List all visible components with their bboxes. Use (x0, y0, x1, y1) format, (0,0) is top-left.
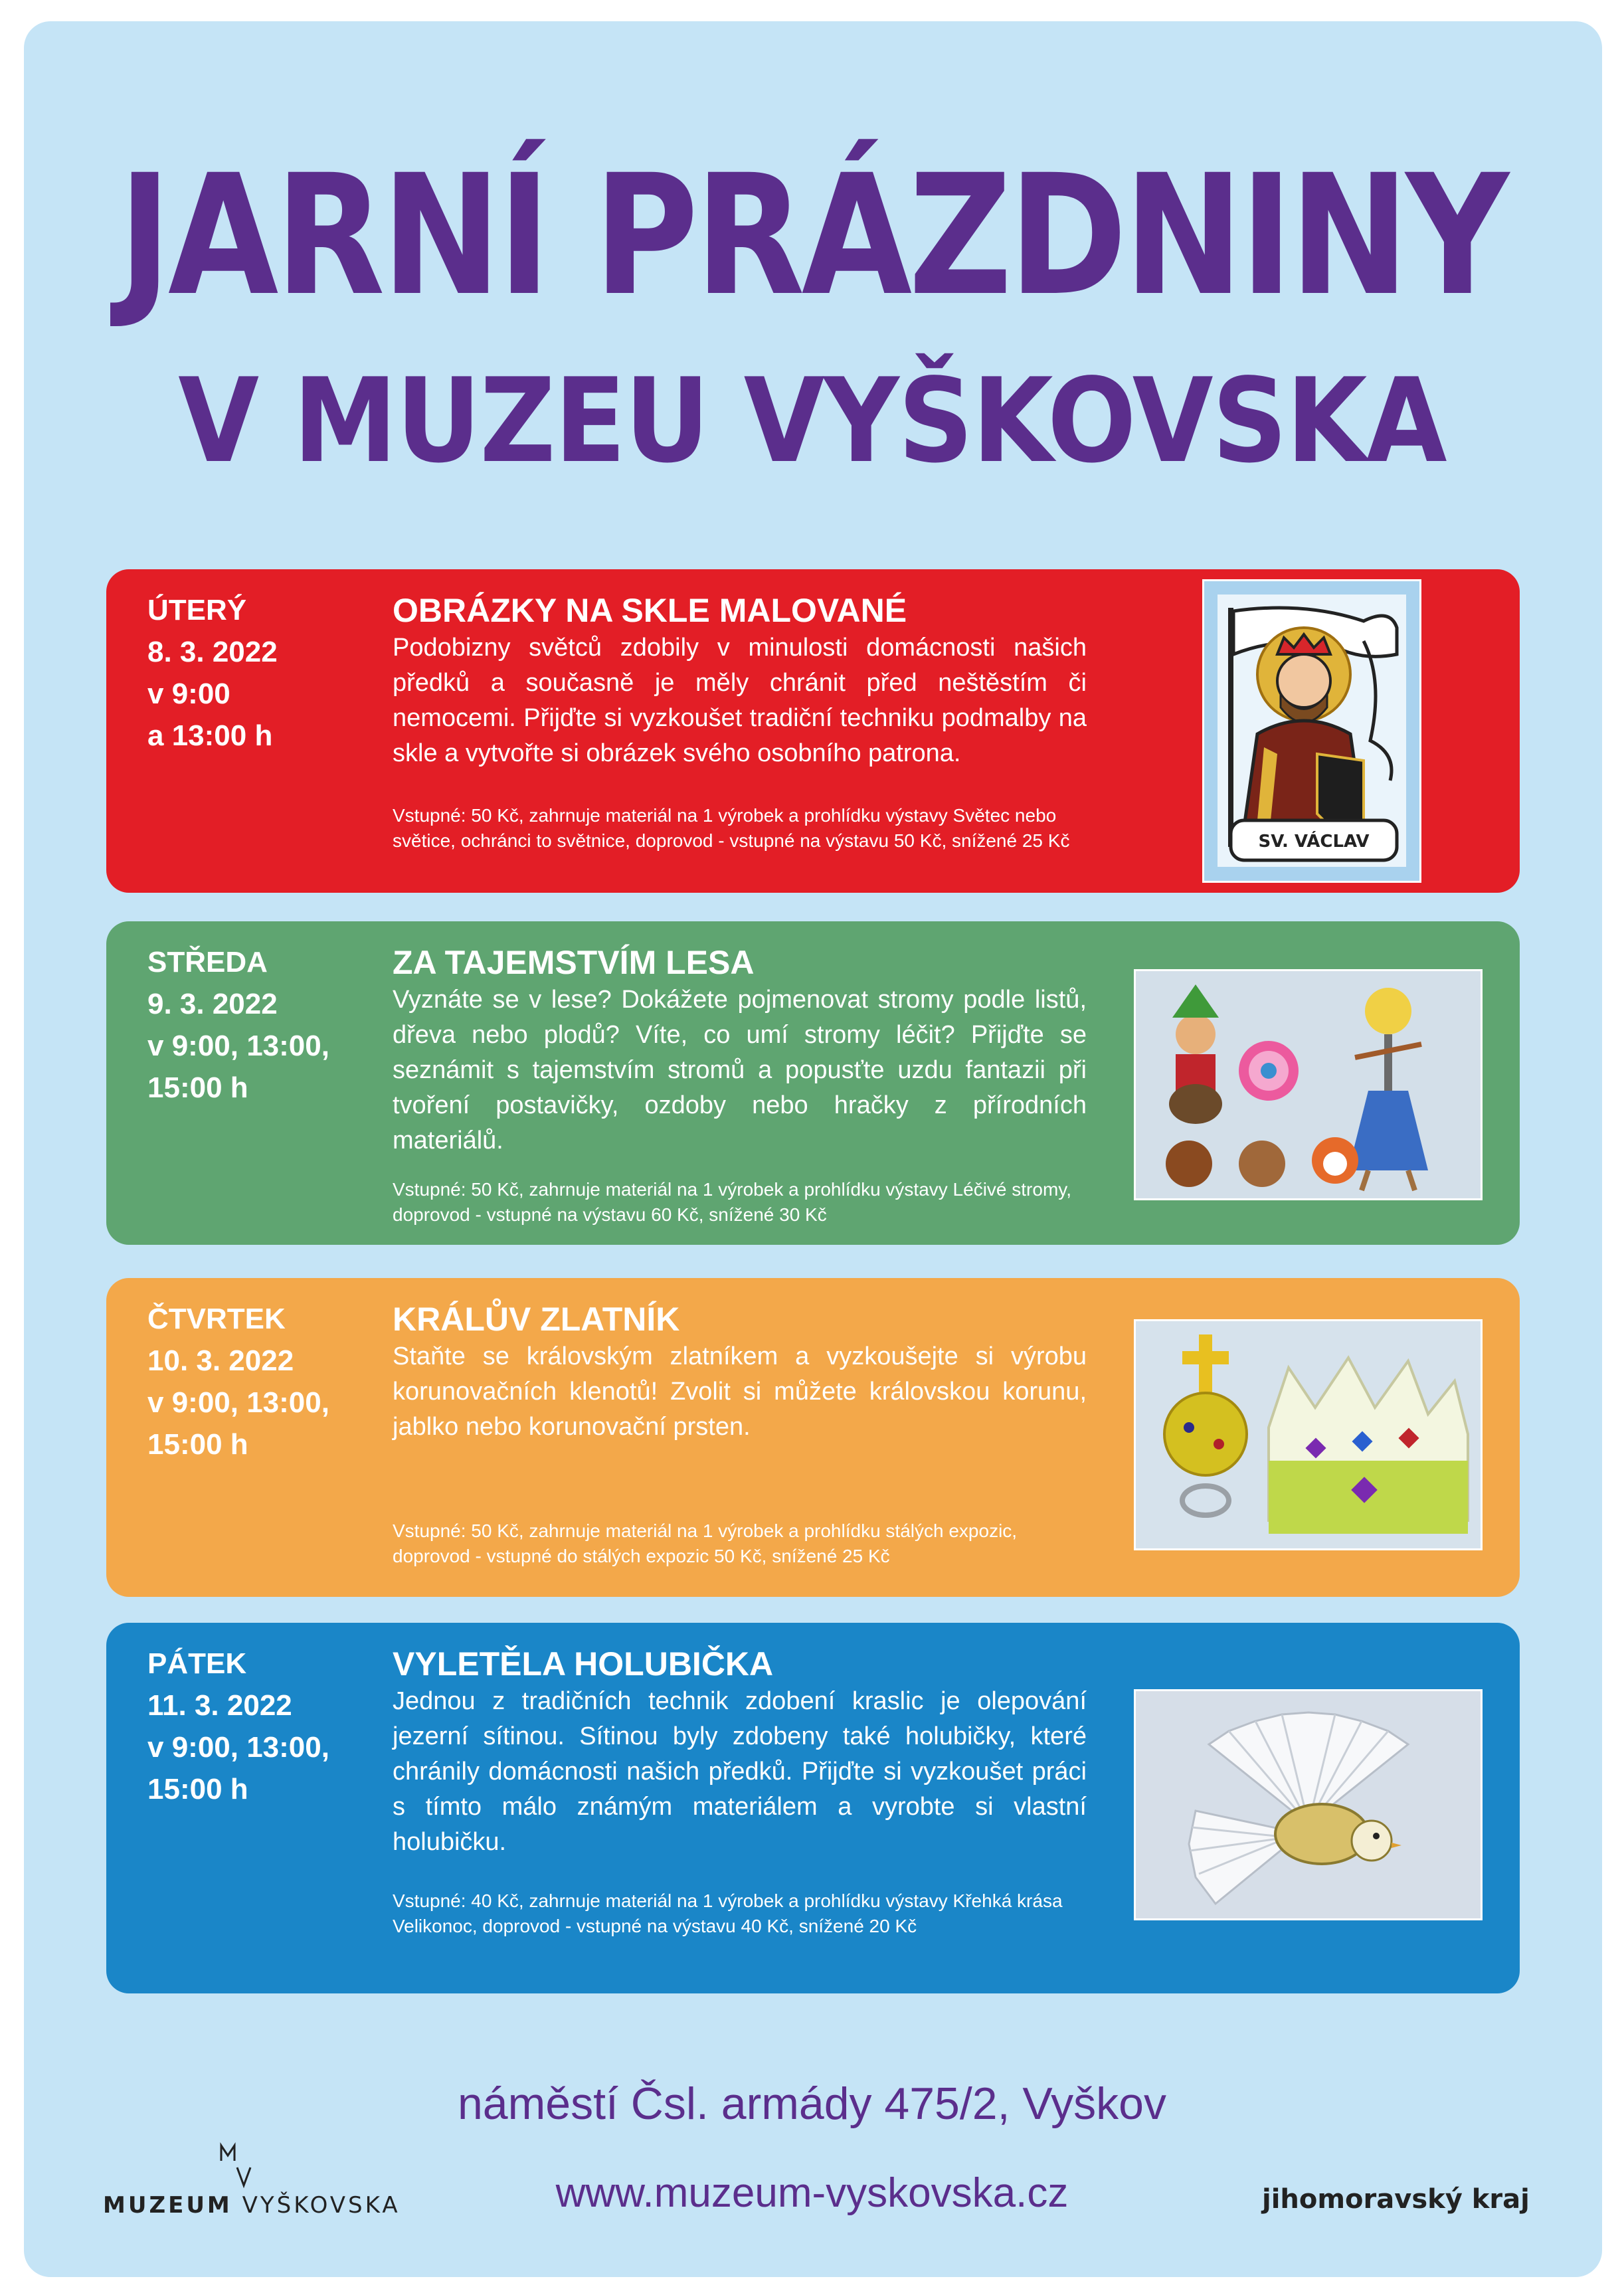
event-price: Vstupné: 50 Kč, zahrnuje materiál na 1 výrobek a prohlídku výstavy Světec nebo světice, ochránci to světnice, doprovod - vstupné na výstavu 50 Kč, snížené 25 Kč (393, 805, 1070, 851)
event-price: Vstupné: 50 Kč, zahrnuje materiál na 1 výrobek a prohlídku stálých expozic, doprovod - vstupné do stálých expozic 50 Kč, snížené 25 Kč (393, 1520, 1018, 1566)
event-time-line: 15:00 h (147, 1428, 248, 1461)
event-card-thursday (106, 1278, 1520, 1597)
event-price: Vstupné: 40 Kč, zahrnuje materiál na 1 výrobek a prohlídku výstavy Křehká krása Velikonoc, doprovod - vstupné na výstavu 40 Kč, snížené 20 Kč (393, 1890, 1063, 1936)
event-weekday: STŘEDA (147, 946, 268, 978)
museum-logo-text (103, 2192, 401, 2219)
event-time-line: v 9:00, 13:00, (147, 1386, 329, 1419)
poster-title: JARNÍ PRÁZDNINY (118, 139, 1506, 332)
painting-caption: SV. VÁCLAV (1258, 832, 1370, 852)
event-weekday: ČTVRTEK (147, 1303, 286, 1335)
event-weekday: PÁTEK (147, 1647, 247, 1680)
event-card-friday (106, 1623, 1520, 1993)
saint-wenceslas-painting-image (1202, 579, 1421, 883)
event-date-line: 10. 3. 2022 (147, 1344, 294, 1377)
event-title: ZA TAJEMSTVÍM LESA (393, 944, 755, 981)
event-time-line: v 9:00, 13:00, (147, 1030, 329, 1062)
event-description: Staňte se královským zlatníkem a vyzkoušejte si výrobu korunovačních klenotů! Zvolit si můžete královskou korunu, jablko nebo korunovační prsten. (393, 1342, 1087, 1441)
event-title: VYLETĚLA HOLUBIČKA (393, 1645, 774, 1683)
forest-crafts-image (1134, 969, 1483, 1200)
event-date (147, 589, 367, 757)
museum-website-link[interactable]: www.muzeum-vyskovska.cz (555, 2170, 1069, 2216)
event-description: Podobizny světců zdobily v minulosti domácnosti našich předků a současně je měly chránit před neštěstím či nemocemi. Přijďte si vyzkoušet tradiční techniku podmalby na skle a vytvořte si obrázek svého osobního patrona. (393, 634, 1087, 767)
event-date-line: 9. 3. 2022 (147, 988, 278, 1020)
event-date-line: 11. 3. 2022 (147, 1689, 292, 1722)
poster-subtitle: V MUZEU VYŠKOVSKA (178, 354, 1446, 489)
event-time-line: v 9:00, 13:00, (147, 1731, 329, 1764)
museum-address: náměstí Čsl. armády 475/2, Vyškov (457, 2078, 1166, 2129)
event-time-line: v 9:00 (147, 678, 230, 710)
event-title: KRÁLŮV ZLATNÍK (393, 1301, 680, 1338)
region-logo: jihomoravský kraj (1262, 2184, 1530, 2215)
event-date (147, 1643, 367, 1810)
event-date (147, 941, 367, 1109)
event-title: OBRÁZKY NA SKLE MALOVANÉ (393, 592, 907, 629)
event-description: Vyznáte se v lese? Dokážete pojmenovat stromy podle listů, dřeva nebo plodů? Víte, co umí stromy léčit? Přijďte se seznámit s tajemstvím stromů a popusťte uzdu fantazii při tvoření postavičky, ozdoby nebo hračky z přírodních materiálů. (393, 986, 1087, 1154)
event-time-line: 15:00 h (147, 1773, 248, 1805)
museum-logo (103, 2142, 401, 2222)
paper-dove-image (1134, 1689, 1483, 1920)
event-price: Vstupné: 50 Kč, zahrnuje materiál na 1 výrobek a prohlídku výstavy Léčivé stromy, doprovod - vstupné na výstavu 60 Kč, snížené 30 Kč (393, 1179, 1071, 1225)
event-date-line: 8. 3. 2022 (147, 636, 278, 668)
event-weekday: ÚTERÝ (147, 594, 247, 626)
event-date (147, 1298, 367, 1465)
event-card-tuesday (106, 569, 1520, 893)
event-card-wednesday (106, 921, 1520, 1245)
crown-jewels-image (1134, 1319, 1483, 1550)
logo-word-museum: MUZEUM (103, 2192, 232, 2219)
logo-word-vyskovska: VYŠKOVSKA (242, 2192, 401, 2219)
event-description: Jednou z tradičních technik zdobení kraslic je olepování jezerní sítinou. Sítinou byly zdobeny také holubičky, které chránily domácnosti našich předků. Přijďte si vyzkoušet práci s tímto málo známým materiálem a vyrobte si vlastní holubičku. (393, 1687, 1087, 1856)
event-time-line: a 13:00 h (147, 719, 273, 752)
museum-logo-mark-icon (216, 2142, 256, 2189)
event-time-line: 15:00 h (147, 1071, 248, 1104)
